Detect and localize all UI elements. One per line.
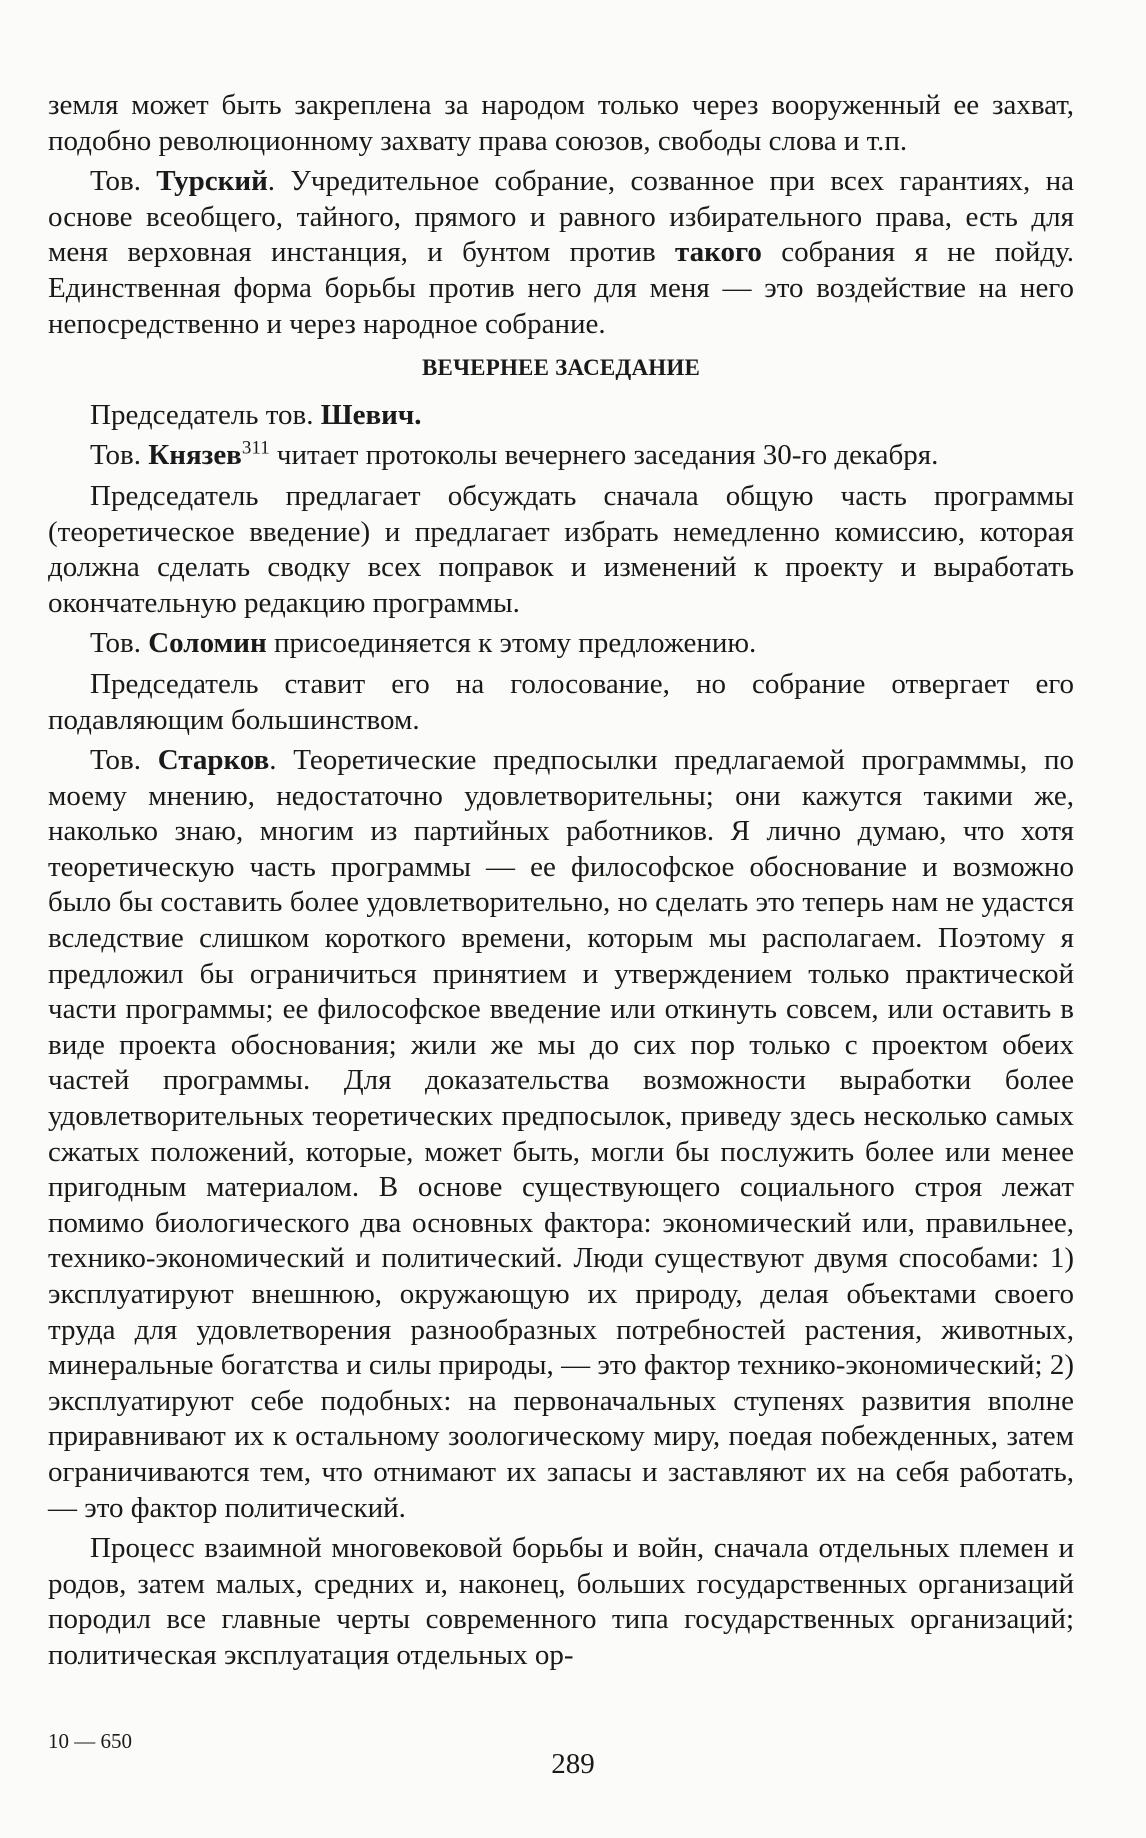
paragraph-tursky: [48, 164, 1074, 342]
paragraph-text: . Учредительное собрание, созванное при всех гарантиях, на основе всеобщего, тайного, прямого и равного избирательного права, есть для меня верховная инстанция, и бунтом против: [48, 165, 1074, 269]
paragraph-prefix: Тов.: [90, 165, 157, 198]
body-text: [48, 88, 1074, 1679]
page-number: 289: [551, 1748, 595, 1780]
speaker-name: Князев: [148, 439, 242, 472]
paragraph-prefix: Тов.: [90, 439, 149, 472]
paragraph-text: Председатель предлагает обсуждать сначала общую часть программы (теоретическое введение) и предлагает избрать немедленно комиссию, которая должна сделать сводку всех поправок и изменений к проекту и выработать окончательную редакцию программы.: [48, 479, 1074, 619]
paragraph-solomin: [48, 626, 1074, 662]
paragraph-text: присоединяется к этому предложению.: [266, 627, 757, 660]
paragraph-text: собрания я не пойду. Единственная форма борьбы против него для меня — это воздействие на него непосредственно и через народное собрание.: [48, 236, 1074, 340]
speaker-name: Старков: [157, 744, 270, 777]
paragraph-text: земля может быть закреплена за народом только через вооруженный ее захват, подобно революционному захвату права союзов, свободы слова и т.п.: [48, 89, 1074, 157]
paragraph-prefix: Тов.: [90, 744, 158, 777]
paragraph-vote: [48, 667, 1074, 738]
printer-signature: 10 — 650: [48, 1729, 132, 1753]
paragraph-knyazev: [48, 438, 1074, 474]
paragraph-prefix: Тов.: [90, 627, 149, 660]
section-heading: ВЕЧЕРНЕЕ ЗАСЕДАНИЕ: [422, 355, 700, 381]
paragraph-prefix: Председатель тов.: [90, 398, 321, 431]
paragraph-text: читает протоколы вечернего заседания 30-го декабря.: [269, 439, 939, 472]
paragraph-process: [48, 1531, 1074, 1673]
speaker-name: Соломин: [148, 627, 267, 660]
paragraph-proposal: [48, 479, 1074, 621]
speaker-name: Турский: [156, 165, 268, 198]
paragraph-suffix: .: [414, 398, 422, 431]
paragraph-text: Председатель ставит его на голосование, но собрание отвергает его подавляющим большинством.: [48, 667, 1074, 736]
paragraph-text: Процесс взаимной многовековой борьбы и войн, сначала отдельных племен и родов, затем малых, средних и, наконец, больших государственных организаций породил все главные черты современного типа государственных организаций; политическая эксплуатация отдельных ор-: [48, 1532, 1074, 1671]
emphasis: такого: [675, 236, 762, 269]
paragraph-text: . Теоретические предпосылки предлагаемой программмы, по моему мнению, недостаточно удовлетворительны; они кажутся такими же, наколько знаю, многим из партийных работников. Я лично думаю, что хотя теоретическую часть программы — ее философское обоснование и возможно было бы составить более удовлетворительно, но сделать это теперь нам не удастся вследствие слишком короткого времени, которым мы располагаем. Поэтому я предложил бы ограничиться принятием и утверждением только практической части программы; ее философское введение или откинуть совсем, или оставить в виде проекта обоснования; жили же мы до сих пор только с проектом обеих частей программы. Для доказательства возможности выработки более удовлетворительных теоретических предпосылок, приведу здесь несколько самых сжатых положений, которые, может быть, могли бы послужить более или менее пригодным материалом. В основе существующего социального строя лежат помимо биологического два основных фактора: экономический или, правильнее, технико-экономический и политический. Люди существуют двумя способами: 1) эксплуатируют внешнюю, окружающую их природу, делая объектами своего труда для удовлетворения разнообразных потребностей растения, животных, минеральные богатства и силы природы, — это фактор технико-экономический; 2) эксплуатируют себе подобных: на первоначальных ступенях развития вполне приравнивают их к остальному зоологическому миру, поедая побежденных, затем ограничиваются тем, что отнимают их запасы и заставляют их на себя работать, — это фактор политический.: [48, 744, 1074, 1524]
paragraph-chairman: [48, 398, 1074, 434]
speaker-name: Шевич: [320, 398, 415, 431]
paragraph-starkov: [48, 743, 1074, 1526]
paragraph-continuation: [48, 88, 1074, 159]
footnote-ref: 311: [241, 437, 270, 459]
